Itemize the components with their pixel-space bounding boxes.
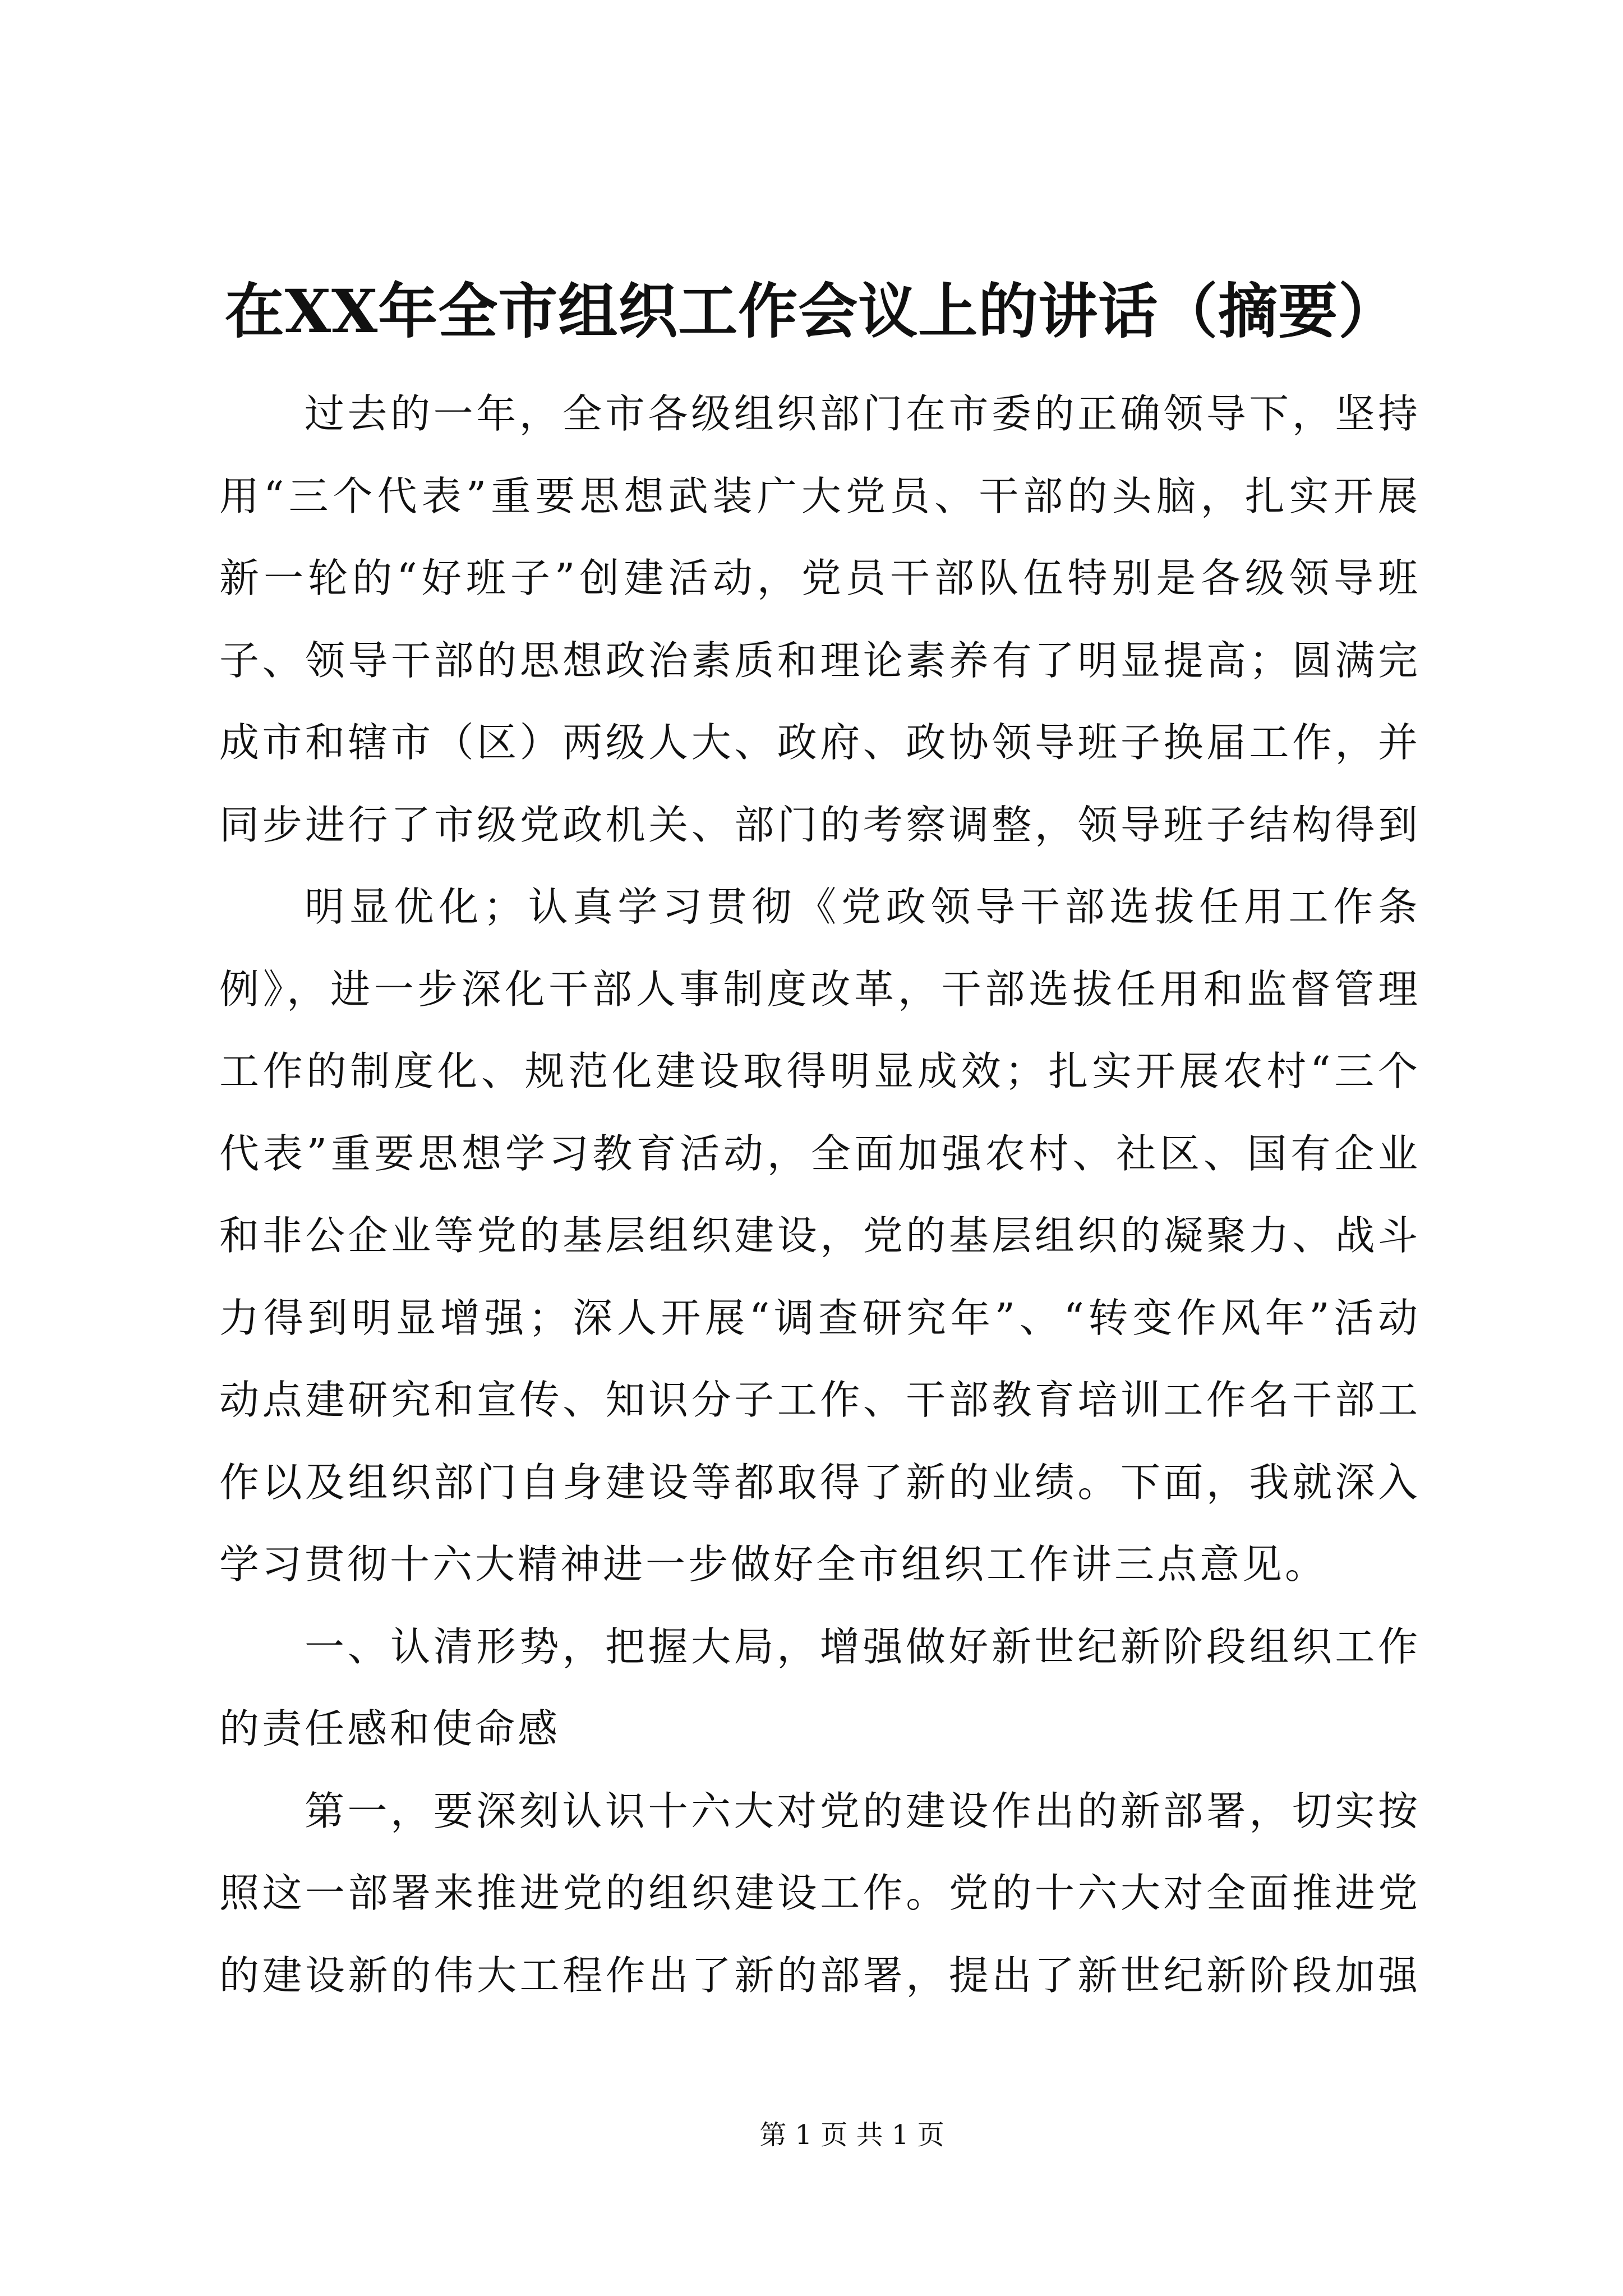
- heading-line: 的责任感和使命感: [219, 1705, 561, 1752]
- text-line: 力得到明显增强；深人开展“调查研究年”、“转变作风年”活动: [219, 1294, 1418, 1341]
- text-line: 的建设新的伟大工程作出了新的部署，提出了新世纪新阶段加强: [219, 1952, 1418, 1999]
- page-footer: 第 1 页 共 1 页: [759, 2119, 944, 2151]
- text-line: 同步进行了市级党政机关、部门的考察调整，领导班子结构得到: [219, 801, 1418, 848]
- document-title: 在XX年全市组织工作会议上的讲话（摘要）: [224, 276, 1399, 346]
- text-line: 成市和辖市（区）两级人大、政府、政协领导班子换届工作，并: [219, 719, 1418, 766]
- text-line: 新一轮的“好班子”创建活动，党员干部队伍特别是各级领导班: [219, 555, 1418, 601]
- text-line: 例》，进一步深化干部人事制度改革，干部选拔任用和监督管理: [219, 965, 1418, 1013]
- document-body: [219, 373, 1418, 2017]
- text-line: 照这一部署来推进党的组织建设工作。党的十六大对全面推进党: [219, 1870, 1418, 1916]
- text-line: 过去的一年，全市各级组织部门在市委的正确领导下，坚持: [305, 390, 1418, 437]
- text-line: 用“三个代表”重要思想武装广大党员、干部的头脑，扎实开展: [219, 472, 1418, 519]
- paragraph: [219, 866, 1418, 1606]
- text-line: 作以及组织部门自身建设等都取得了新的业绩。下面，我就深入: [219, 1458, 1418, 1506]
- text-line: 明显优化；认真学习贯彻《党政领导干部选拔任用工作条: [305, 884, 1418, 930]
- text-line: 子、领导干部的思想政治素质和理论素养有了明显提高；圆满完: [219, 637, 1418, 684]
- text-line: 工作的制度化、规范化建设取得明显成效；扎实开展农村“三个: [219, 1048, 1418, 1094]
- text-line: 学习贯彻十六大精神进一步做好全市组织工作讲三点意见。: [219, 1541, 1328, 1588]
- text-line: 第一，要深刻认识十六大对党的建设作出的新部署，切实按: [305, 1787, 1418, 1834]
- text-line: 动点建研究和宣传、知识分子工作、干部教育培训工作名干部工: [219, 1377, 1418, 1423]
- paragraph: [219, 373, 1418, 866]
- text-line: 代表”重要思想学习教育活动，全面加强农村、社区、国有企业: [219, 1130, 1418, 1177]
- paragraph: [219, 1770, 1418, 2017]
- heading-line: 一、认清形势，把握大局，增强做好新世纪新阶段组织工作: [305, 1623, 1418, 1670]
- section-heading: [219, 1606, 1418, 1770]
- text-line: 和非公企业等党的基层组织建设，党的基层组织的凝聚力、战斗: [219, 1212, 1418, 1259]
